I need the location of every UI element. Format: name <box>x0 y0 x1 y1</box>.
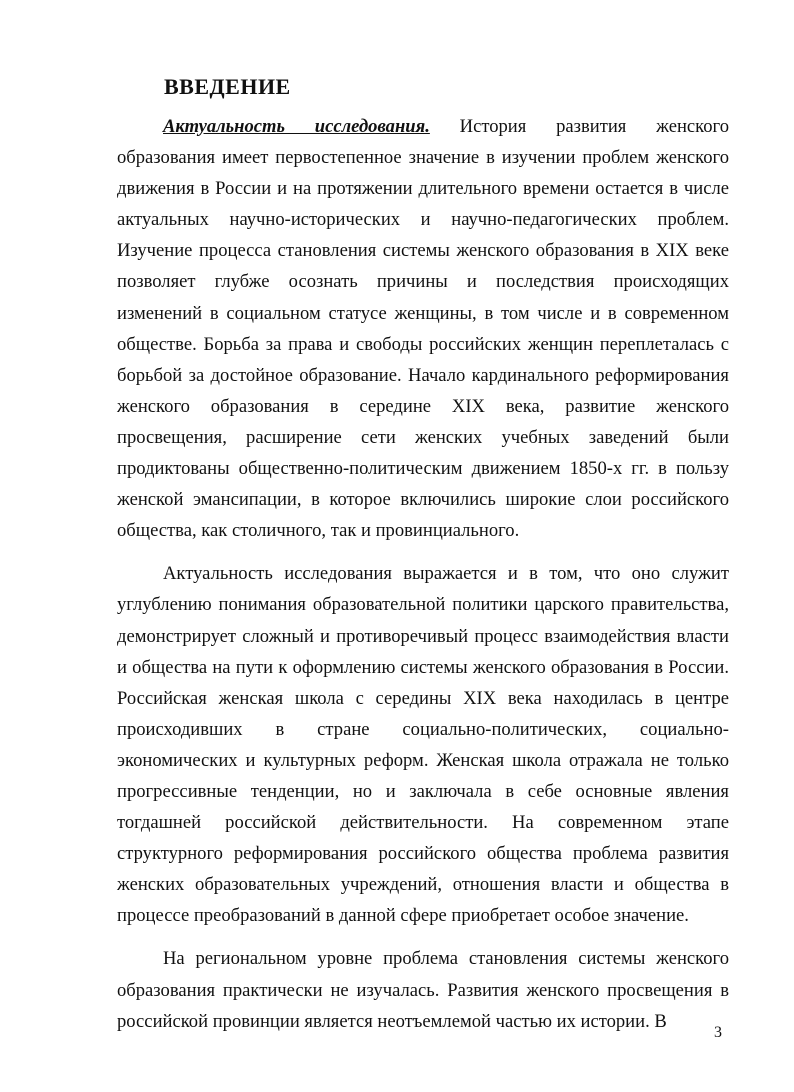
paragraph-regional-level: На региональном уровне проблема становления системы женского образования практически не изучалась. Развития женского просвещения в российской провинции является неотъемлемой частью их истории. В <box>117 948 729 1032</box>
paragraph-lead-phrase: Актуальность исследования. <box>163 116 430 137</box>
paragraph-text: История развития женского образования имеет первостепенное значение в изучении проблем женского движения в России и на протяжении длительного времени остается в числе актуальных научно-исторических и научно-педагогических проблем. Изучение процесса становления системы женского образования в XIX веке позволяет глубже осознать причины и последствия происходящих изменений в социальном статусе женщины, в том числе и в современном обществе. Борьба за права и свободы российских женщин переплеталась с борьбой за достойное образование. Начало кардинального реформирования женского образования в середине XIX века, развитие женского просвещения, расширение сети женских учебных заведений были продиктованы общественно-политическим движением 1850-х гг. в пользу женской эмансипации, в которое включились широкие слои российского общества, как столичного, так и провинциального. <box>117 116 730 542</box>
body-text <box>117 111 729 1037</box>
page-number: 3 <box>714 1024 722 1041</box>
paragraph-relevance <box>117 111 729 546</box>
section-heading: ВВЕДЕНИЕ <box>164 74 291 99</box>
paragraph-relevance-expression: Актуальность исследования выражается и в том, что оно служит углублению понимания образовательной политики царского правительства, демонстрирует сложный и противоречивый процесс взаимодействия власти и общества на пути к оформлению системы женского образования в России. Российская женская школа с середины XIX века находилась в центре происходивших в стране социально-политических, социально-экономических и культурных реформ. Женская школа отражала не только прогрессивные тенденции, но и заключала в себе основные явления тогдашней российской действительности. На современном этапе структурного реформирования российского общества проблема развития женских образовательных учреждений, отношения власти и общества в процессе преобразований в данной сфере приобретает особое значение. <box>117 563 729 927</box>
